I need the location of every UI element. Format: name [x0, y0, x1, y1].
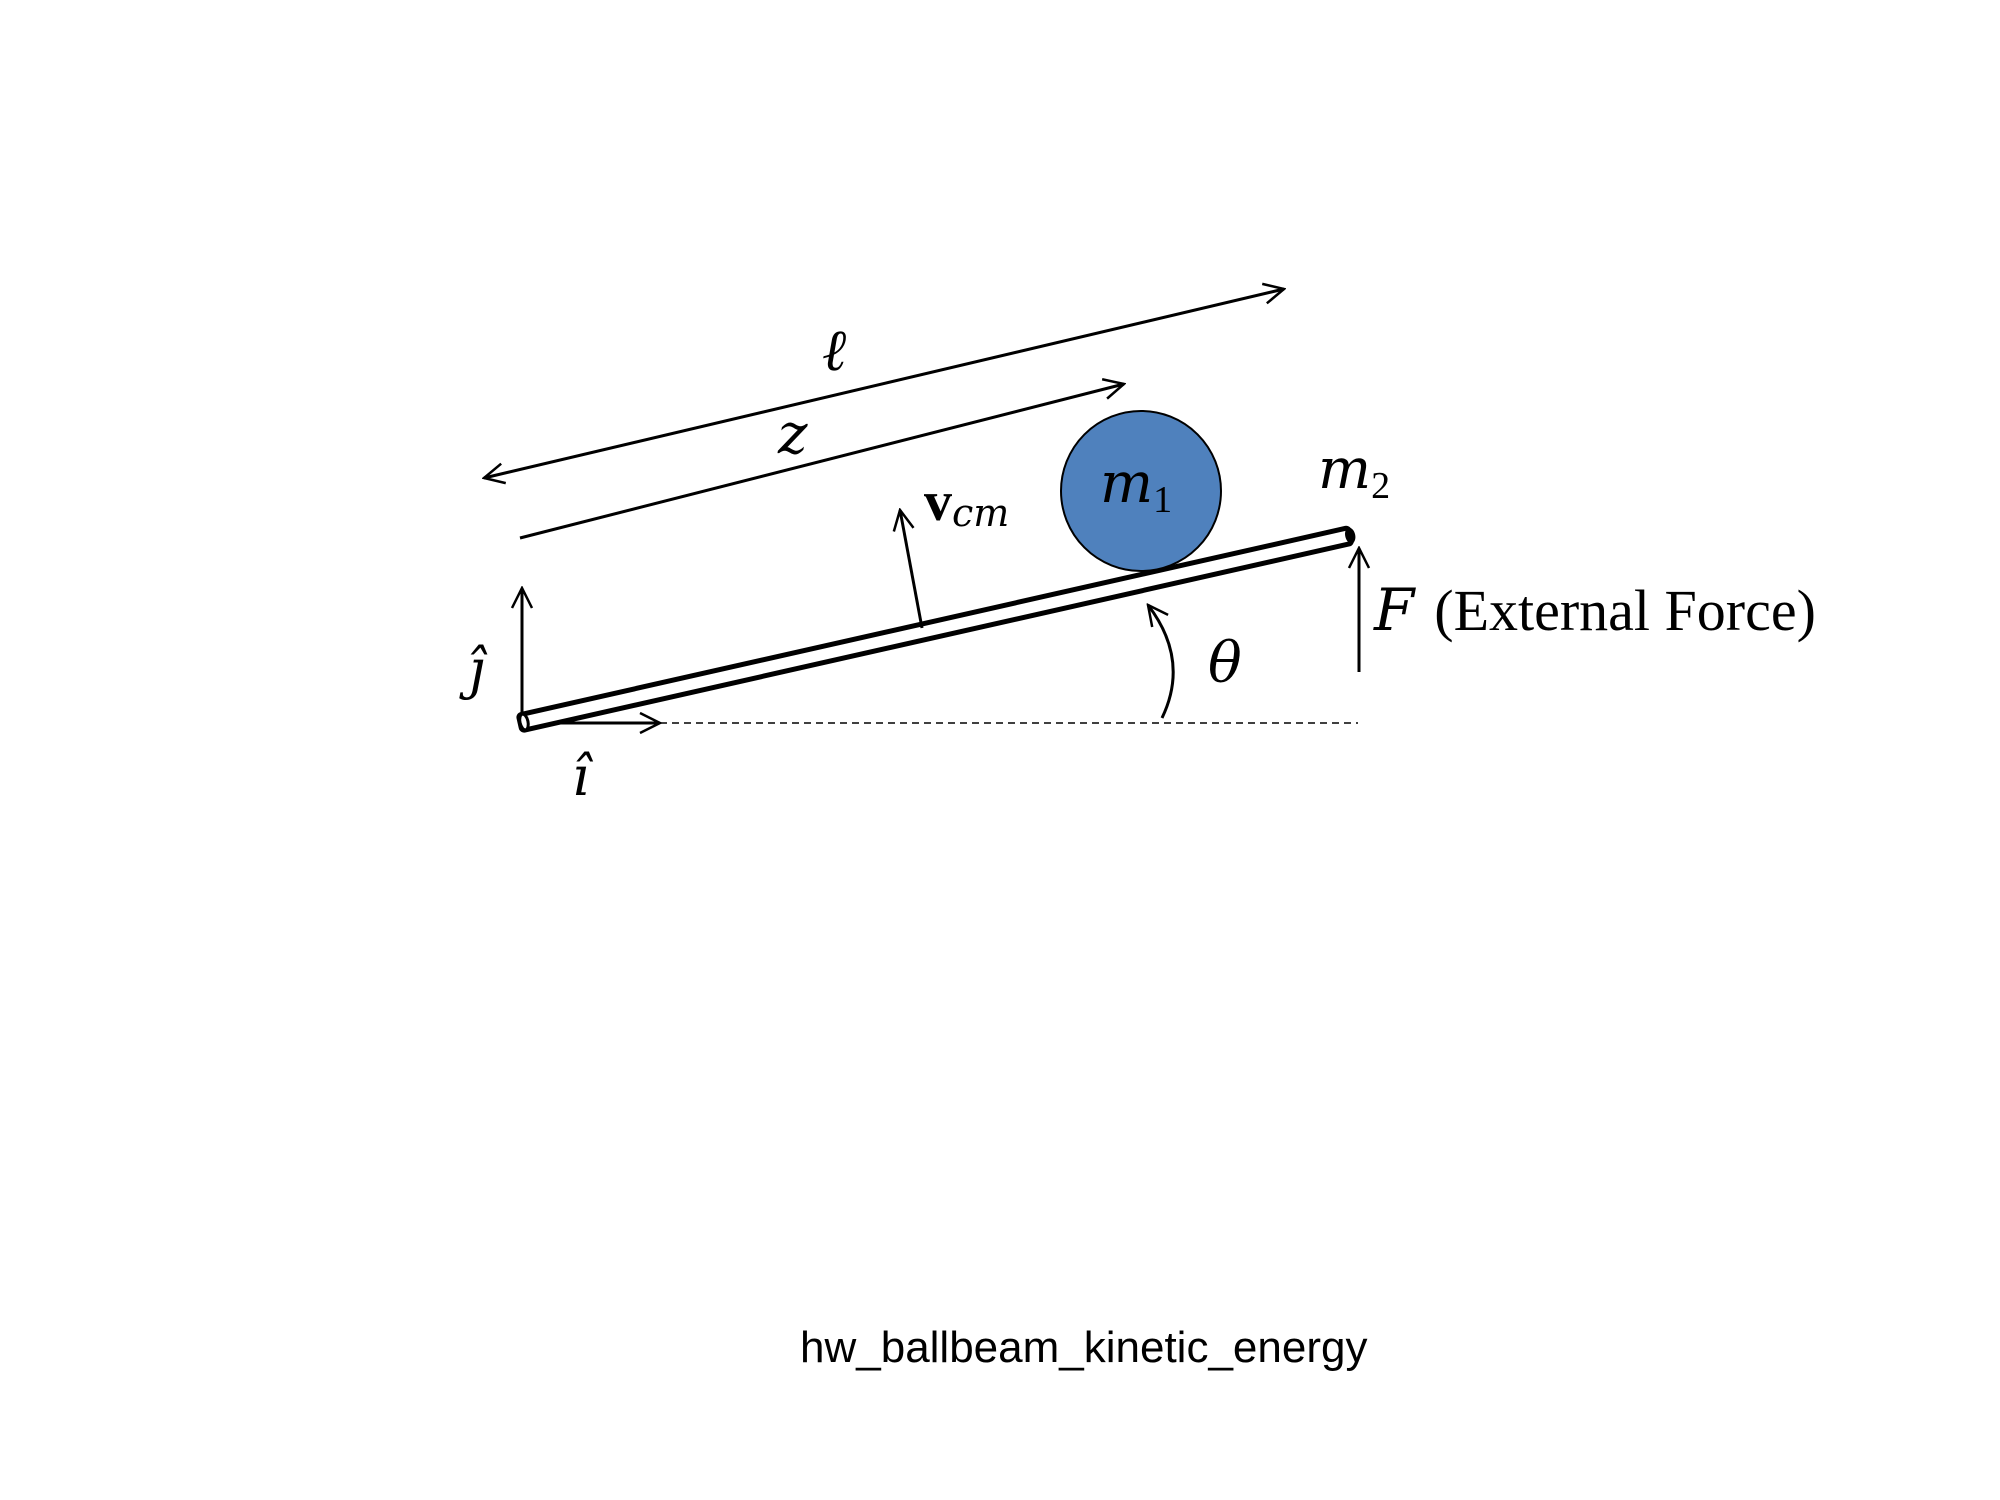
- i-hat-label: î: [572, 745, 590, 808]
- force-symbol: F: [1374, 576, 1415, 644]
- position-arrow: [520, 384, 1124, 538]
- velocity-label: [924, 471, 1009, 535]
- mass2-symbol: m: [1318, 437, 1372, 502]
- velocity-subscript: cm: [952, 491, 1010, 535]
- length-label: ℓ: [822, 316, 847, 384]
- angle-arc: [1148, 605, 1173, 718]
- mass1-symbol: m: [1100, 451, 1154, 516]
- j-hat-label: ĵ: [468, 638, 485, 701]
- mass2-subscript: 2: [1371, 465, 1391, 507]
- force-description: (External Force): [1434, 578, 1816, 643]
- force-label: [1373, 576, 1816, 644]
- mass2-label: [1318, 437, 1390, 507]
- mass1-subscript: 1: [1153, 479, 1173, 521]
- caption: hw_ballbeam_kinetic_energy: [800, 1323, 1368, 1372]
- velocity-arrow: [900, 510, 922, 628]
- position-label: z: [778, 402, 808, 467]
- velocity-symbol: v: [924, 471, 952, 533]
- beam: [518, 527, 1357, 731]
- angle-label: θ: [1208, 631, 1242, 696]
